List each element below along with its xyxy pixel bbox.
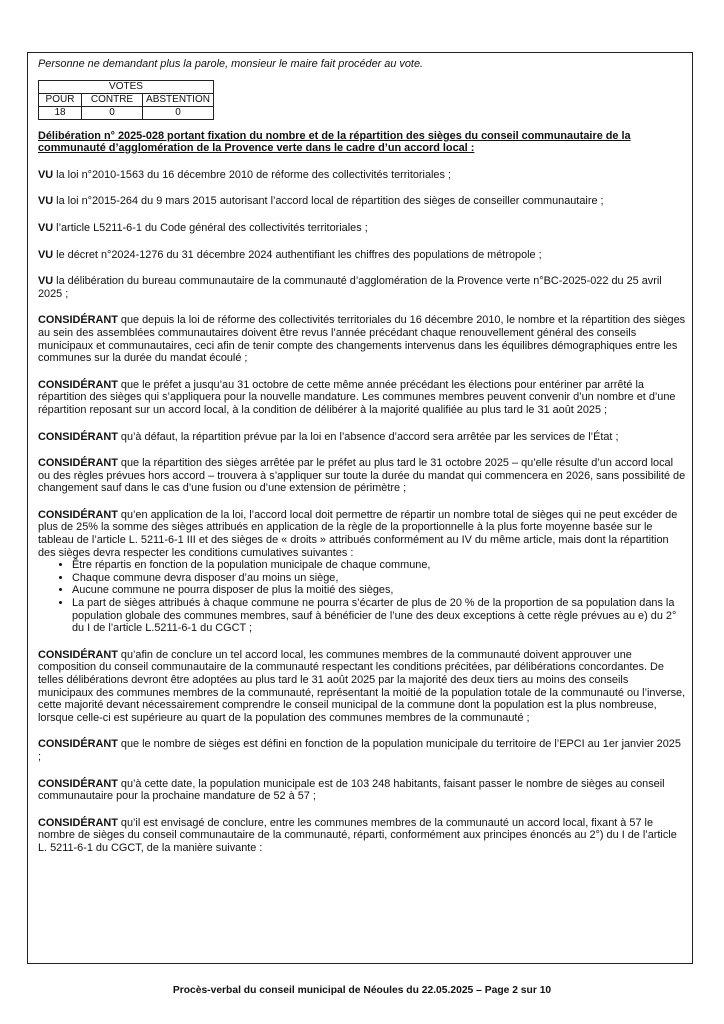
considerant-paragraph xyxy=(38,314,686,364)
document-body xyxy=(38,58,686,869)
considerant-keyword: CONSIDÉRANT xyxy=(38,738,118,751)
vu-text: la délibération du bureau communautaire de la communauté d’agglomération de la Provence verte n°BC-2025-022 du 25 avril 2025 ; xyxy=(38,275,662,300)
considerant-text: qu’à défaut, la répartition prévue par la loi en l’absence d’accord sera arrêtée par les services de l’État ; xyxy=(117,430,619,443)
deliberation-title: Délibération n° 2025-028 portant fixation du nombre et de la répartition des sièges du conseil communautaire de la communauté d’agglomération de la Provence verte dans le cadre d’un accord local : xyxy=(38,129,631,155)
vu-text: la loi n°2015-264 du 9 mars 2015 autorisant l’accord local de répartition des sièges de conseiller communautaire ; xyxy=(53,195,604,208)
vu-text: la loi n°2010-1563 du 16 décembre 2010 de réforme des collectivités territoriales ; xyxy=(53,168,451,181)
considerant-text: qu’il est envisagé de conclure, entre les communes membres de la communauté un accord local, fixant à 57 le nombre de sièges du conseil communautaire de la communauté, réparti, conformément aux principes énoncés au 2°) du I de l’article L. 5211-6-1 du CGCT, de la manière suivante : xyxy=(38,816,677,854)
considerant-keyword: CONSIDÉRANT xyxy=(38,777,118,790)
considerant-text: que le nombre de sièges est défini en fonction de la population municipale du territoire de l’EPCI au 1er janvier 2025 ; xyxy=(38,738,681,763)
votes-col-abstention: ABSTENTION xyxy=(143,93,214,106)
considerant-text: qu’en application de la loi, l’accord local doit permettre de répartir un nombre total de sièges qui ne peut excéder de plus de 25% la somme des sièges attribués en application de la règle de la proportionnelle à la plus forte moyenne basée sur le tableau de l’article L. 5211-6-1 III et des sièges de « droits » attribués conformément au IV du même article, mais dont la répartition des sièges devra respecter les conditions cumulatives suivantes : xyxy=(38,508,678,559)
list-item: • Être répartis en fonction de la population municipale de chaque commune, xyxy=(72,559,686,572)
votes-col-contre: CONTRE xyxy=(82,93,143,106)
considerant-keyword: CONSIDÉRANT xyxy=(38,457,118,470)
vu-text: l’article L5211-6-1 du Code général des collectivités territoriales ; xyxy=(53,221,368,234)
footer-text: Procès-verbal du conseil municipal de Néoules du 22.05.2025 – Page xyxy=(172,985,513,996)
list-item: • Chaque commune devra disposer d’au moins un siège, xyxy=(72,572,686,585)
vu-keyword: VU xyxy=(38,275,54,288)
footer-separator: sur xyxy=(517,985,540,996)
considerant-keyword: CONSIDÉRANT xyxy=(38,508,118,521)
considerant-keyword: CONSIDÉRANT xyxy=(38,430,118,443)
considerant-paragraph xyxy=(38,817,686,855)
vu-paragraph xyxy=(38,222,686,235)
votes-header: VOTES xyxy=(39,80,214,93)
considerant-paragraph xyxy=(38,738,686,763)
vu-keyword: VU xyxy=(38,168,54,181)
considerant-keyword: CONSIDÉRANT xyxy=(38,378,118,391)
list-item: • La part de sièges attribués à chaque commune ne pourra s’écarter de plus de 20 % de la proportion de sa population dans la population globale des communes membres, sauf à bénéficier de l’une des deux exceptions à cette règle prévues au e) du 2° du I de l’article L.5211-6-1 du CGCT ; xyxy=(72,597,686,635)
votes-col-pour: POUR xyxy=(39,93,82,106)
vu-paragraph xyxy=(38,195,686,208)
vu-text: le décret n°2024-1276 du 31 décembre 2024 authentifiant les chiffres des populations de métropole ; xyxy=(53,248,542,261)
considerant-keyword: CONSIDÉRANT xyxy=(38,816,118,829)
votes-value-pour: 18 xyxy=(39,106,82,119)
vu-keyword: VU xyxy=(38,248,54,261)
page-footer xyxy=(0,985,724,996)
considerant-text: qu’à cette date, la population municipale est de 103 248 habitants, faisant passer le nombre de sièges au conseil communautaire pour la prochaine mandature de 52 à 57 ; xyxy=(38,777,665,803)
vu-paragraph xyxy=(38,249,686,262)
list-item: • Aucune commune ne pourra disposer de plus la moitié des sièges, xyxy=(72,584,686,597)
intro-text: Personne ne demandant plus la parole, monsieur le maire fait procéder au vote. xyxy=(38,58,424,70)
vu-keyword: VU xyxy=(38,195,54,208)
footer-page-number: 2 xyxy=(512,985,518,996)
considerant-paragraph xyxy=(38,509,686,559)
considerant-paragraph xyxy=(38,778,686,803)
considerant-text: que le préfet a jusqu’au 31 octobre de cette même année précédant les élections pour entériner par arrêté la répartition des sièges qui s’appliquera pour la nouvelle mandature. Les communes membres peuvent convenir d’un nombre et d’une répartition reposant sur un accord local, à la condition de délibérer à la majorité qualifiée au plus tard le 31 août 2025 ; xyxy=(38,378,676,416)
considerant-keyword: CONSIDÉRANT xyxy=(38,648,118,661)
footer-page-total: 10 xyxy=(539,985,552,996)
considerant-paragraph xyxy=(38,379,686,417)
conditions-list xyxy=(38,559,686,635)
considerant-text: que depuis la loi de réforme des collectivités territoriales du 16 décembre 2010, le nombre et la répartition des sièges au sein des assemblées communautaires doivent être revus l’année précédant chaque renouvellement général des conseils municipaux et communautaires, ceci afin de tenir compte des changements intervenus dans les équilibres démographiques entre les communes sur la durée du mandat écoulé ; xyxy=(38,314,686,365)
votes-value-abstention: 0 xyxy=(143,106,214,119)
considerant-paragraph xyxy=(38,431,686,444)
votes-value-contre: 0 xyxy=(82,106,143,119)
vu-paragraph xyxy=(38,169,686,182)
considerant-text: qu’afin de conclure un tel accord local, les communes membres de la communauté doivent approuver une composition du conseil communautaire de la communauté respectant les conditions précitées, par délibérations concordantes. De telles délibérations devront être adoptées au plus tard le 31 août 2025 par la majorité des deux tiers au moins des conseils municipaux des communes membres de la communauté, représentant la moitié de la population totale de la communauté ou l’inverse, cette majorité devant nécessairement comprendre le conseil municipal de la commune dont la population est la plus nombreuse, lorsque celle-ci est supérieure au quart de la population des communes membres de la communauté ; xyxy=(38,648,686,724)
vu-keyword: VU xyxy=(38,221,54,234)
considerant-text: que la répartition des sièges arrêtée par le préfet au plus tard le 31 octobre 2025 – qu’elle résulte d’un accord local ou des règles prévues hors accord – trouvera à s’appliquer sur toute la durée du mandat qui commencera en 2026, sans possibilité de changement sauf dans le cas d’une fusion ou d’une extension de périmètre ; xyxy=(38,457,686,495)
considerant-paragraph xyxy=(38,457,686,495)
considerant-keyword: CONSIDÉRANT xyxy=(38,314,118,327)
considerant-paragraph xyxy=(38,649,686,725)
votes-table xyxy=(38,80,214,120)
vu-paragraph xyxy=(38,275,686,300)
